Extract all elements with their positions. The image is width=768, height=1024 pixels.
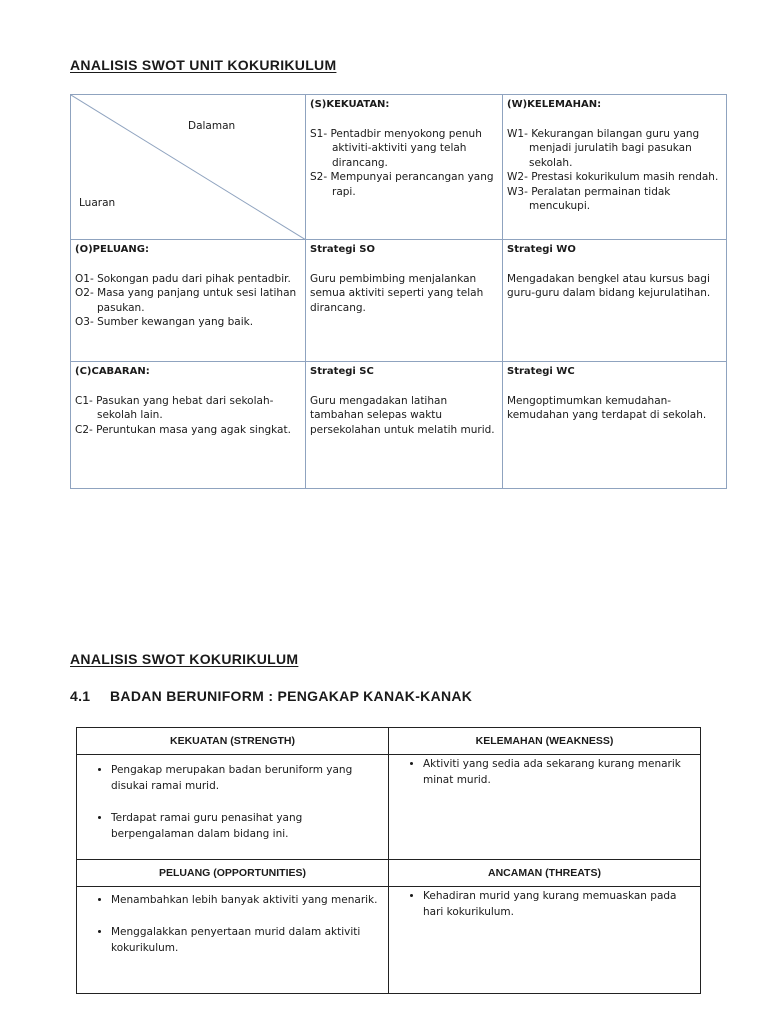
corner-cell <box>71 95 306 240</box>
cell-strengths <box>306 95 503 240</box>
list-item: • Pengakap merupakan badan beruniform yang disukai ramai murid. <box>111 762 382 794</box>
list-item: • Menggalakkan penyertaan murid dalam aktiviti kokurikulum. <box>111 924 382 956</box>
strategy-wo-text: Mengadakan bengkel atau kursus bagi guru-guru dalam bidang kejurulatihan. <box>507 272 711 299</box>
strategy-wc-text: Mengoptimumkan kemudahan-kemudahan yang terdapat di sekolah. <box>507 394 707 421</box>
strategy-sc-text: Guru mengadakan latihan tambahan selepas waktu persekolahan untuk melatih murid. <box>310 394 495 436</box>
list-item: W1- Kekurangan bilangan guru yang menjadi jurulatih bagi pasukan sekolah. <box>507 127 700 169</box>
opportunities-header: (O)PELUANG: <box>75 244 149 255</box>
diagonal-line <box>71 95 306 240</box>
threat-cell <box>389 887 701 994</box>
list-item: S1- Pentadbir menyokong penuh aktiviti-aktiviti yang telah dirancang. <box>310 127 482 169</box>
list-item: W2- Prestasi kokurikulum masih rendah. <box>507 171 719 183</box>
strength-cell <box>77 755 389 860</box>
label-dalaman: Dalaman <box>188 120 236 132</box>
section-number: 4.1 <box>70 688 91 704</box>
list-item: O1- Sokongan padu dari pihak pentadbir. <box>75 272 291 285</box>
strategy-so-label: Strategi SO <box>310 244 375 255</box>
list-item: • Kehadiran murid yang kurang memuaskan pada hari kokurikulum. <box>423 888 694 920</box>
strategy-wc-label: Strategi WC <box>507 366 575 377</box>
section-title: BADAN BERUNIFORM : PENGAKAP KANAK-KANAK <box>110 688 473 704</box>
list-item: W3- Peralatan permainan tidak mencukupi. <box>507 185 671 212</box>
heading-swot-kokurikulum: ANALISIS SWOT KOKURIKULUM <box>70 651 299 667</box>
section-heading <box>70 688 472 704</box>
heading-swot-unit: ANALISIS SWOT UNIT KOKURIKULUM <box>70 57 337 73</box>
weakness-header: KELEMAHAN (WEAKNESS) <box>389 728 701 755</box>
weaknesses-header: (W)KELEMAHAN: <box>507 99 602 110</box>
strengths-header: (S)KEKUATAN: <box>310 99 390 110</box>
opportunity-cell <box>77 887 389 994</box>
swot-table-pengakap <box>76 727 701 994</box>
cell-strategy-wo <box>503 240 727 362</box>
list-item: • Aktiviti yang sedia ada sekarang kurang menarik minat murid. <box>423 756 694 788</box>
cell-strategy-sc <box>306 362 503 489</box>
strength-header: KEKUATAN (STRENGTH) <box>77 728 389 755</box>
list-item: O2- Masa yang panjang untuk sesi latihan pasukan. <box>75 287 297 314</box>
opportunity-header: PELUANG (OPPORTUNITIES) <box>77 860 389 887</box>
weakness-cell <box>389 755 701 860</box>
cell-challenges <box>71 362 306 489</box>
list-item: C2- Peruntukan masa yang agak singkat. <box>75 423 291 436</box>
cell-opportunities <box>71 240 306 362</box>
list-item: S2- Mempunyai perancangan yang rapi. <box>310 171 494 198</box>
cell-weaknesses <box>503 95 727 240</box>
cell-strategy-wc <box>503 362 727 489</box>
list-item: • Menambahkan lebih banyak aktiviti yang menarik. <box>111 892 382 908</box>
list-item: O3- Sumber kewangan yang baik. <box>75 316 254 328</box>
challenges-header: (C)CABARAN: <box>75 366 150 377</box>
list-item: C1- Pasukan yang hebat dari sekolah-sekolah lain. <box>75 394 274 421</box>
swot-matrix-table <box>70 94 727 489</box>
label-luaran: Luaran <box>79 197 116 209</box>
cell-strategy-so <box>306 240 503 362</box>
strategy-wo-label: Strategi WO <box>507 244 576 255</box>
strategy-sc-label: Strategi SC <box>310 366 374 377</box>
threat-header: ANCAMAN (THREATS) <box>389 860 701 887</box>
list-item: • Terdapat ramai guru penasihat yang berpengalaman dalam bidang ini. <box>111 810 382 842</box>
strategy-so-text: Guru pembimbing menjalankan semua aktiviti seperti yang telah dirancang. <box>310 272 484 314</box>
